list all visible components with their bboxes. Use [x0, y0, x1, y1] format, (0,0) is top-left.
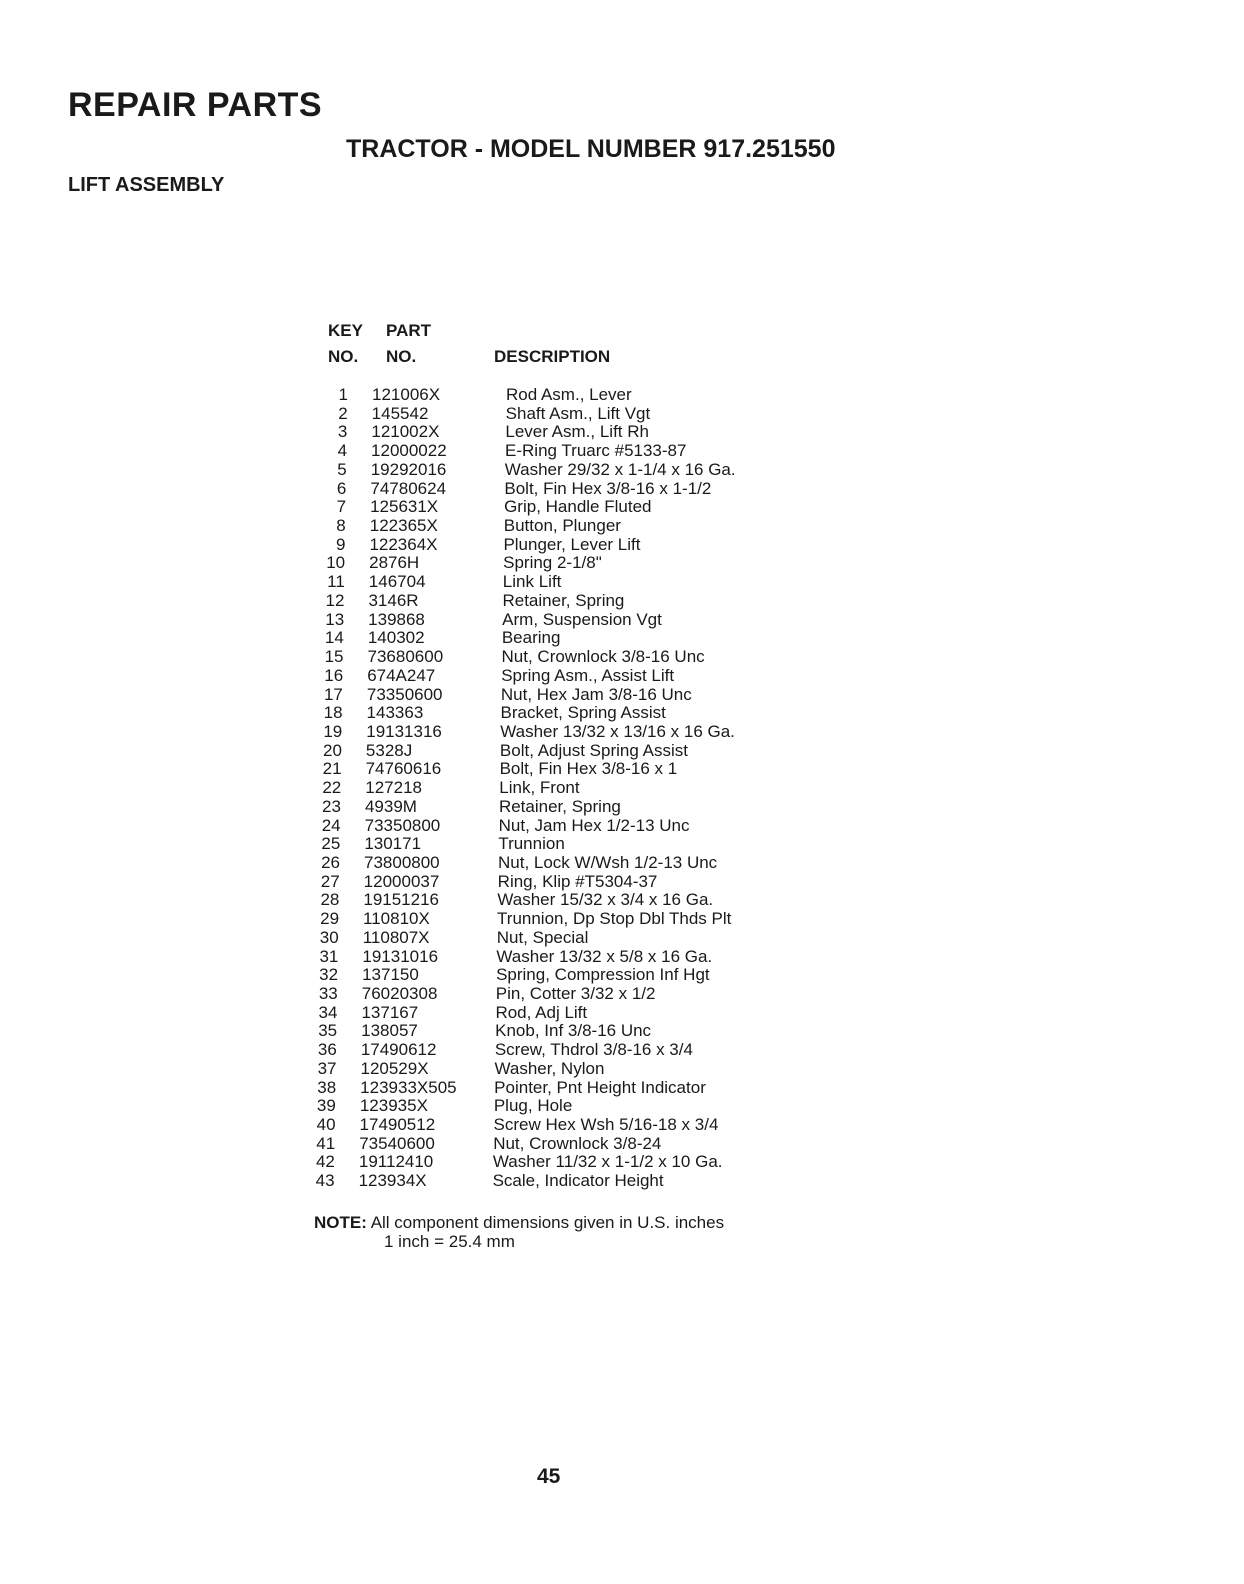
- table-row: [309, 1041, 790, 1060]
- table-row: [319, 423, 790, 442]
- table-row: [314, 723, 790, 742]
- part-no-cell: 123933X505: [360, 1077, 457, 1097]
- part-no-cell: 76020308: [361, 984, 438, 1003]
- note-conversion: 1 inch = 25.4 mm: [384, 1232, 515, 1251]
- part-no-cell: 74760616: [365, 759, 442, 779]
- description-cell: Bolt, Fin Hex 3/8-16 x 1: [499, 759, 678, 779]
- key-no-cell: 43: [315, 1171, 335, 1191]
- key-no-cell: 21: [322, 759, 342, 779]
- key-no-cell: 23: [322, 796, 341, 816]
- key-no-cell: 27: [320, 871, 340, 891]
- key-no-cell: 33: [318, 984, 338, 1003]
- description-cell: Trunnion: [498, 834, 565, 854]
- key-no-header-line1: KEY: [328, 321, 363, 340]
- key-no-cell: 41: [316, 1133, 336, 1153]
- table-row: [310, 948, 790, 967]
- table-row: [308, 1060, 790, 1079]
- part-no-cell: 122364X: [369, 534, 438, 554]
- description-cell: Link, Front: [499, 778, 580, 798]
- description-cell: Scale, Indicator Height: [492, 1171, 664, 1191]
- part-no-cell: 17490612: [360, 1040, 437, 1060]
- key-no-cell: 26: [321, 852, 340, 872]
- part-no-cell: 130171: [364, 834, 422, 854]
- description-cell: Nut, Crownlock 3/8-24: [493, 1133, 662, 1153]
- key-no-cell: 32: [319, 965, 339, 985]
- description-cell: Washer 15/32 x 3/4 x 16 Ga.: [497, 890, 714, 910]
- table-row: [316, 611, 790, 630]
- part-no-cell: 127218: [365, 778, 422, 798]
- description-cell: Washer 13/32 x 5/8 x 16 Ga.: [496, 946, 713, 966]
- table-row: [311, 910, 790, 929]
- description-cell: Bearing: [501, 628, 561, 648]
- key-no-cell: 24: [321, 815, 341, 835]
- part-no-cell: 4939M: [364, 796, 417, 816]
- description-cell: Screw, Thdrol 3/8-16 x 3/4: [494, 1040, 693, 1060]
- part-no-cell: 137167: [361, 1002, 419, 1022]
- table-row: [308, 1116, 790, 1135]
- key-no-cell: 8: [336, 516, 346, 536]
- table-row: [318, 498, 790, 517]
- description-cell: Retainer, Spring: [502, 590, 625, 610]
- part-no-cell: 137150: [362, 965, 419, 985]
- description-cell: Ring, Klip #T5304-37: [497, 871, 658, 891]
- description-cell: Bolt, Fin Hex 3/8-16 x 1-1/2: [504, 478, 712, 498]
- table-row: [311, 929, 790, 948]
- table-row: [309, 1004, 790, 1023]
- table-row: [314, 760, 790, 779]
- description-cell: Nut, Hex Jam 3/8-16 Unc: [500, 684, 692, 704]
- description-cell: Link Lift: [502, 572, 562, 592]
- part-no-cell: 121006X: [372, 385, 441, 404]
- part-no-cell: 17490512: [359, 1115, 436, 1135]
- table-row: [317, 536, 790, 555]
- description-cell: Pointer, Pnt Height Indicator: [494, 1077, 706, 1097]
- key-no-cell: 16: [324, 665, 344, 685]
- key-no-cell: 15: [324, 647, 344, 667]
- part-no-cell: 19131316: [366, 721, 442, 741]
- table-row: [320, 405, 790, 424]
- description-cell: Spring 2-1/8": [503, 553, 602, 573]
- table-row: [319, 461, 790, 480]
- description-cell: Plug, Hole: [493, 1096, 573, 1116]
- description-cell: Pin, Cotter 3/32 x 1/2: [495, 984, 656, 1003]
- description-cell: Nut, Jam Hex 1/2-13 Unc: [498, 815, 690, 835]
- part-no-cell: 120529X: [360, 1058, 429, 1078]
- description-cell: Washer 29/32 x 1-1/4 x 16 Ga.: [504, 459, 736, 479]
- table-row: [312, 873, 790, 892]
- table-row: [315, 667, 790, 686]
- key-no-cell: 34: [318, 1002, 338, 1022]
- model-title: TRACTOR - MODEL NUMBER 917.251550: [346, 135, 836, 163]
- description-cell: Nut, Lock W/Wsh 1/2-13 Unc: [498, 852, 718, 872]
- table-row: [308, 1097, 790, 1116]
- part-no-cell: 73350600: [366, 684, 443, 704]
- table-row: [312, 835, 790, 854]
- part-no-cell: 145542: [371, 403, 429, 423]
- part-no-cell: 674A247: [367, 665, 436, 685]
- note-text: All component dimensions given in U.S. inches: [370, 1213, 725, 1232]
- table-row: [307, 1172, 790, 1191]
- key-no-cell: 10: [326, 553, 346, 573]
- key-no-cell: 9: [335, 534, 346, 554]
- description-cell: Rod, Adj Lift: [495, 1002, 588, 1022]
- key-no-cell: 4: [337, 441, 348, 461]
- description-cell: Button, Plunger: [503, 516, 621, 536]
- description-cell: Screw Hex Wsh 5/16-18 x 3/4: [493, 1115, 719, 1135]
- table-row: [307, 1135, 790, 1154]
- part-no-cell: 74780624: [370, 478, 447, 498]
- table-row: [310, 985, 790, 1004]
- part-no-cell: 19151216: [363, 890, 439, 910]
- part-no-cell: 140302: [367, 628, 425, 648]
- table-row: [309, 1022, 790, 1041]
- part-no-cell: 122365X: [369, 516, 438, 536]
- description-cell: Nut, Special: [496, 927, 589, 947]
- table-row: [317, 554, 790, 573]
- table-row: [318, 517, 790, 536]
- part-no-cell: 12000037: [363, 871, 440, 891]
- part-no-cell: 19112410: [358, 1152, 434, 1172]
- table-row: [315, 686, 790, 705]
- table-row: [316, 648, 790, 667]
- table-row: [312, 854, 790, 873]
- part-no-cell: 19292016: [370, 459, 447, 479]
- key-no-cell: 5: [337, 459, 347, 479]
- key-no-cell: 2: [338, 403, 348, 423]
- key-no-cell: 19: [323, 721, 343, 741]
- part-no-cell: 143363: [366, 703, 424, 723]
- description-cell: Bracket, Spring Assist: [500, 703, 666, 723]
- description-cell: Grip, Handle Fluted: [504, 497, 652, 517]
- table-row: [319, 442, 790, 461]
- key-no-cell: 38: [317, 1077, 337, 1097]
- table-row: [316, 592, 790, 611]
- description-cell: Washer 13/32 x 13/16 x 16 Ga.: [500, 721, 735, 741]
- part-no-cell: 12000022: [371, 441, 447, 461]
- part-no-cell: 110810X: [363, 909, 430, 929]
- description-cell: E-Ring Truarc #5133-87: [505, 441, 687, 461]
- key-no-cell: 11: [327, 572, 345, 592]
- page-number: 45: [537, 1465, 561, 1488]
- key-no-cell: 7: [336, 497, 347, 517]
- part-no-cell: 19131016: [362, 946, 439, 966]
- part-no-cell: 73680600: [367, 647, 444, 667]
- key-no-cell: 12: [325, 590, 345, 610]
- description-cell: Nut, Crownlock 3/8-16 Unc: [501, 647, 705, 667]
- description-cell: Knob, Inf 3/8-16 Unc: [495, 1021, 652, 1041]
- part-no-cell: 121002X: [371, 422, 440, 442]
- table-row: [310, 966, 790, 985]
- page-title: REPAIR PARTS: [68, 86, 323, 124]
- table-row: [313, 779, 790, 798]
- key-no-cell: 22: [322, 778, 342, 798]
- key-no-cell: 14: [324, 628, 344, 648]
- part-no-cell: 123934X: [358, 1171, 427, 1191]
- part-no-cell: 138057: [361, 1021, 418, 1041]
- part-no-cell: 110807X: [362, 927, 430, 947]
- key-no-cell: 1: [338, 385, 348, 404]
- description-cell: Arm, Suspension Vgt: [502, 609, 662, 629]
- part-no-cell: 125631X: [370, 497, 439, 517]
- description-cell: Trunnion, Dp Stop Dbl Thds Plt: [497, 909, 732, 929]
- part-no-cell: 123935X: [359, 1096, 428, 1116]
- section-title: LIFT ASSEMBLY: [68, 174, 225, 196]
- part-no-cell: 139868: [368, 609, 425, 629]
- part-no-cell: 3146R: [368, 590, 419, 610]
- part-no-header-line2: NO.: [386, 347, 417, 366]
- key-no-cell: 35: [318, 1021, 338, 1041]
- table-row: [317, 573, 790, 592]
- table-row: [311, 891, 790, 910]
- note-label: NOTE:: [314, 1213, 367, 1232]
- key-no-cell: 42: [315, 1152, 335, 1172]
- table-row: [313, 798, 790, 817]
- table-row: [316, 629, 790, 648]
- key-no-cell: 29: [320, 909, 340, 929]
- table-row: [313, 817, 790, 836]
- key-no-header-line2: NO.: [328, 347, 359, 366]
- key-no-cell: 3: [337, 422, 348, 442]
- description-cell: Plunger, Lever Lift: [503, 534, 641, 554]
- key-no-cell: 25: [321, 834, 341, 854]
- part-no-cell: 73800800: [364, 852, 440, 872]
- description-cell: Lever Asm., Lift Rh: [505, 422, 649, 442]
- key-no-cell: 31: [319, 946, 339, 966]
- key-no-cell: 13: [325, 609, 345, 629]
- key-no-cell: 18: [323, 703, 343, 723]
- part-no-cell: 146704: [368, 572, 426, 592]
- description-cell: Washer, Nylon: [494, 1058, 605, 1078]
- table-row: [318, 480, 790, 499]
- key-no-cell: 28: [320, 890, 340, 910]
- table-row: [308, 1079, 790, 1098]
- table-row: [320, 386, 790, 405]
- part-no-cell: 73540600: [359, 1133, 435, 1153]
- table-row: [307, 1153, 790, 1172]
- part-no-cell: 5328J: [365, 740, 413, 760]
- description-cell: Washer 11/32 x 1-1/2 x 10 Ga.: [492, 1152, 723, 1172]
- key-no-cell: 37: [317, 1058, 337, 1078]
- key-no-cell: 20: [322, 740, 342, 760]
- description-header: DESCRIPTION: [494, 347, 611, 366]
- part-no-header-line1: PART: [386, 321, 432, 340]
- part-no-cell: 2876H: [369, 553, 420, 573]
- key-no-cell: 39: [316, 1096, 336, 1116]
- part-no-cell: 73350800: [364, 815, 441, 835]
- table-row: [314, 742, 790, 761]
- description-cell: Shaft Asm., Lift Vgt: [505, 403, 651, 423]
- table-row: [315, 704, 790, 723]
- description-cell: Retainer, Spring: [498, 796, 621, 816]
- description-cell: Rod Asm., Lever: [506, 385, 632, 404]
- description-cell: Spring Asm., Assist Lift: [501, 665, 675, 685]
- key-no-cell: 6: [336, 478, 347, 498]
- key-no-cell: 40: [316, 1115, 336, 1135]
- key-no-cell: 17: [323, 684, 343, 704]
- description-cell: Bolt, Adjust Spring Assist: [499, 740, 688, 760]
- description-cell: Spring, Compression Inf Hgt: [496, 965, 710, 985]
- key-no-cell: 36: [317, 1040, 337, 1060]
- parts-list: [310, 386, 790, 1191]
- note: [314, 1213, 724, 1251]
- key-no-cell: 30: [319, 927, 339, 947]
- table-header: [328, 322, 788, 370]
